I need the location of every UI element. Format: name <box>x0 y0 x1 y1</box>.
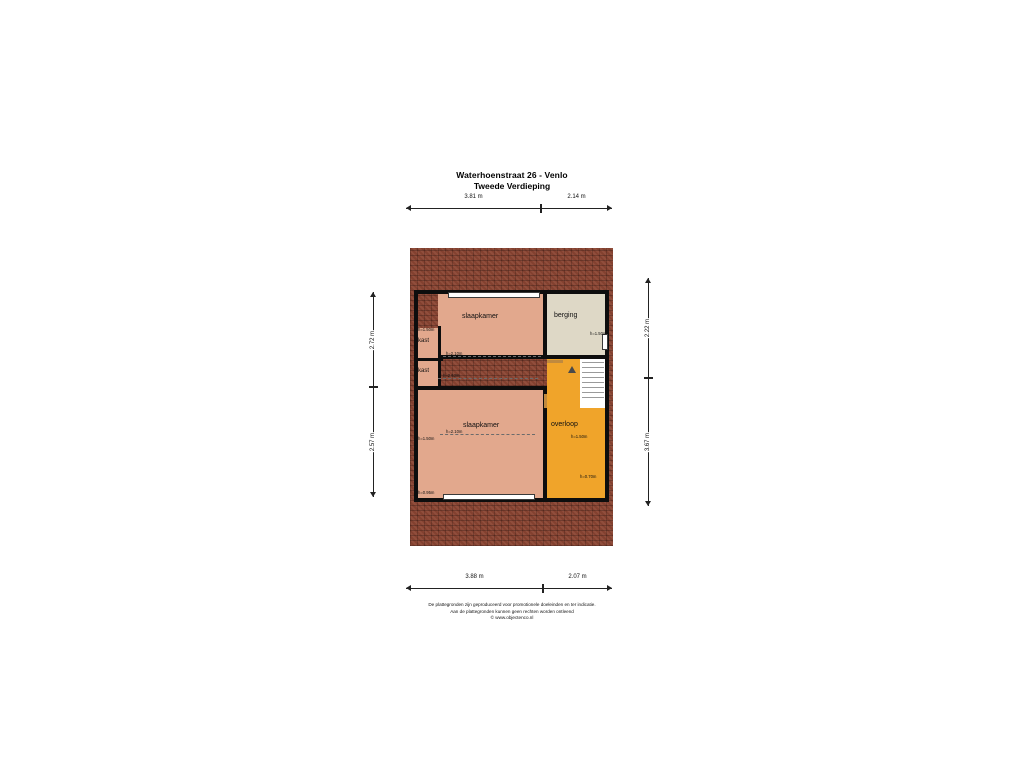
stair-step <box>582 387 604 388</box>
window-slaapkamer-top <box>448 292 540 298</box>
footer-line-2: Aan de plattegronden kunnen geen rechten worden ontleend <box>450 608 574 614</box>
dimension-label: 3.67 m <box>645 432 651 452</box>
dimension-arrow-left <box>406 205 411 211</box>
room-label-slaapkamer-top: slaapkamer <box>462 313 499 320</box>
dimension-line <box>406 588 543 589</box>
dimension-label: 3.81 m <box>406 193 541 201</box>
stair-step <box>582 362 604 363</box>
window-berging-right <box>602 334 608 350</box>
dimension-line <box>543 588 612 589</box>
dimension-line <box>541 208 612 209</box>
dimension-right-lower <box>641 378 655 506</box>
height-note-slaapkamer-top-inner: h=2.10m <box>446 351 463 356</box>
room-label-slaapkamer-bottom: slaapkamer <box>463 422 500 429</box>
height-note-slaapkamer-bottom-side: h=1.50m <box>418 436 435 441</box>
dash-line-slaapkamer-bottom <box>440 434 535 435</box>
stair-step <box>582 392 604 393</box>
door-overloop-bedroom <box>544 394 547 408</box>
stair-enclosure <box>580 358 605 408</box>
dimension-label: 2.57 m <box>370 432 376 452</box>
dimension-left-lower <box>366 387 380 497</box>
footer-disclaimer <box>0 602 1024 622</box>
dimension-tick-left <box>541 204 542 213</box>
footer-line-3: © www.objectenco.nl <box>490 615 534 620</box>
room-label-berging: berging <box>554 312 578 319</box>
dimension-top-left <box>406 194 541 214</box>
dimension-tick-top <box>644 378 653 379</box>
stair-direction-arrow-icon <box>568 366 576 373</box>
floor-plan <box>410 248 613 546</box>
page-title: Waterhoenstraat 26 - Venlo <box>456 170 568 180</box>
dimension-bottom-right <box>543 574 612 594</box>
door-berging <box>547 360 563 363</box>
dimension-label: 2.14 m <box>541 193 612 201</box>
height-note-overloop-low: h=0.70m <box>580 474 597 479</box>
dash-line-slaapkamer-top <box>443 356 541 357</box>
dimension-bottom-left <box>406 574 543 594</box>
dimension-label: 3.88 m <box>406 573 543 581</box>
dimension-label: 2.07 m <box>543 573 612 581</box>
room-label-overloop: overloop <box>551 421 578 428</box>
dimension-right-upper <box>641 278 655 378</box>
height-note-berging-side: h=1.50m <box>590 331 607 336</box>
dimension-arrow-top <box>370 292 376 297</box>
dimension-left-upper <box>366 292 380 387</box>
dimension-label: 2.72 m <box>370 330 376 349</box>
dimension-arrow-bottom <box>370 492 376 497</box>
height-note-berging-top: h=0.65m <box>548 289 565 294</box>
dimension-arrow-top <box>645 278 651 283</box>
dimension-label: 2.22 m <box>645 318 651 338</box>
dash-line-kast-bottom <box>438 378 538 379</box>
window-slaapkamer-bottom <box>443 494 535 500</box>
stair-step <box>582 367 604 368</box>
room-slaapkamer-top <box>438 294 543 358</box>
stair-step <box>582 372 604 373</box>
plan-title-block <box>0 170 1024 192</box>
dimension-arrow-right <box>607 585 612 591</box>
stair-step <box>582 397 604 398</box>
room-label-kast-top: kast <box>418 338 430 344</box>
dimension-arrow-left <box>406 585 411 591</box>
wall-between-bedroom-berging <box>543 290 547 358</box>
floor-subtitle: Tweede Verdieping <box>473 181 551 191</box>
footer-line-1: De plattegronden zijn geproduceerd voor promotionele doeleinden en ter indicatie. <box>428 602 596 607</box>
height-note-kast-top-side: h=1.50m <box>418 327 435 332</box>
stair-step <box>582 377 604 378</box>
height-note-slaapkamer-bottom-inner: h=2.10m <box>446 429 463 434</box>
wall-right <box>605 290 609 502</box>
stair-step <box>582 382 604 383</box>
room-kast-bottom <box>418 361 438 387</box>
dimension-top-right <box>541 194 612 214</box>
room-label-kast-bottom: kast <box>418 368 430 374</box>
dimension-arrow-right <box>607 205 612 211</box>
dimension-line <box>406 208 541 209</box>
dimension-tick-top <box>369 387 378 388</box>
dimension-tick-left <box>543 584 544 593</box>
room-berging <box>547 294 605 356</box>
height-note-overloop-side: h=1.50m <box>571 434 588 439</box>
room-slaapkamer-bottom <box>418 390 543 498</box>
height-note-slaapkamer-bottom-low: h=0.95m <box>418 490 435 495</box>
dimension-arrow-bottom <box>645 501 651 506</box>
height-note-kast-bottom-inner: h=2.63m <box>443 373 460 378</box>
